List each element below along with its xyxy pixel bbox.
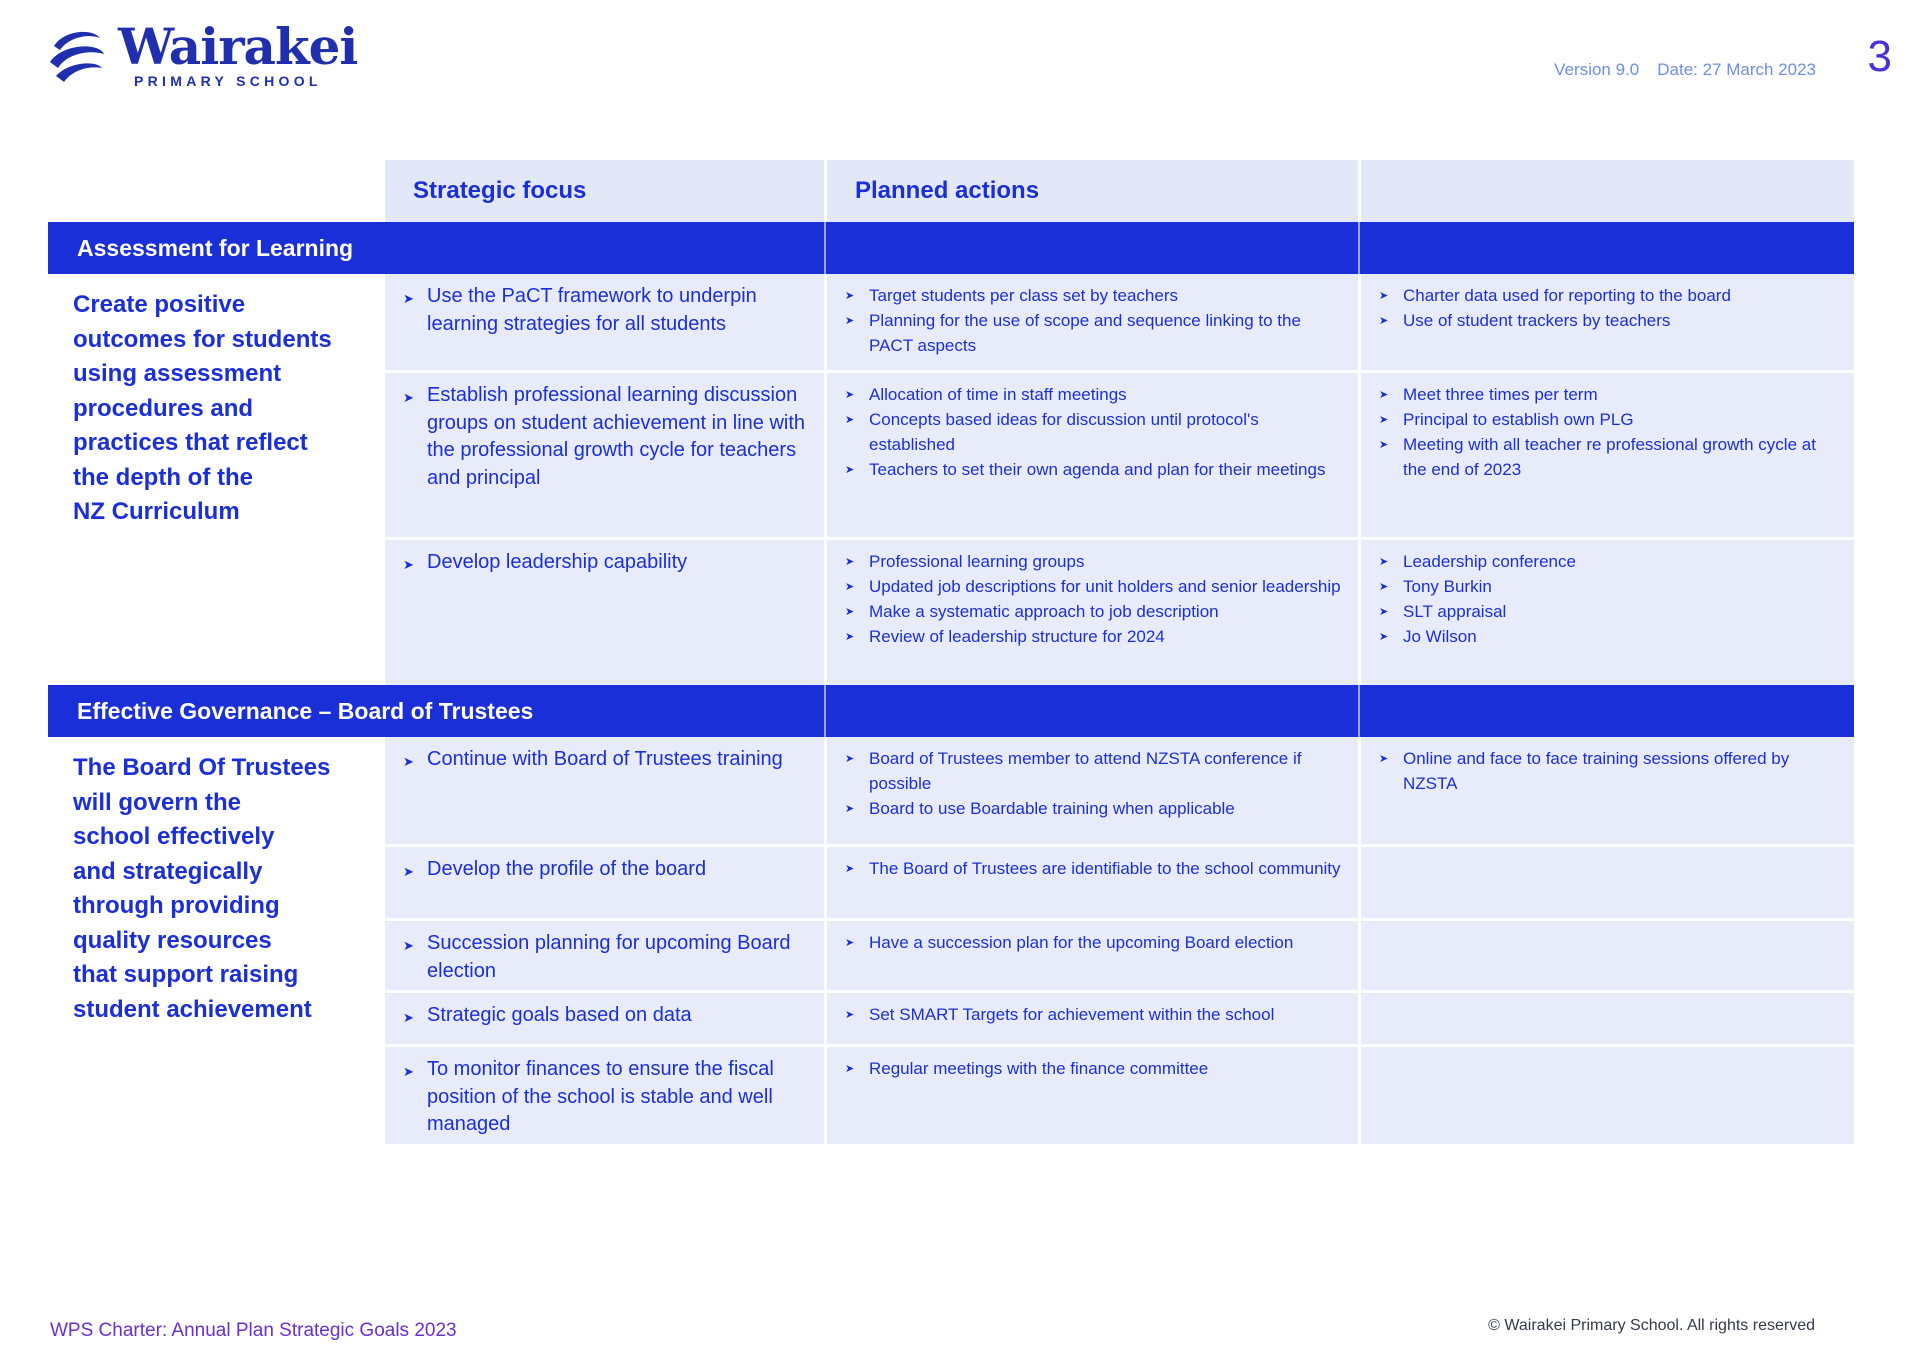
bullet-item: ➤ Charter data used for reporting to the board [1379, 283, 1844, 308]
document-meta [1554, 60, 1816, 80]
table-row [385, 737, 1854, 844]
goal-line: through providing [73, 892, 280, 919]
bullet-item: ➤ Teachers to set their own agenda and plan for their meetings [845, 457, 1348, 482]
goal-line: The Board Of Trustees [73, 754, 331, 781]
bullet-item: ➤ Establish professional learning discussion groups on student achievement in line with the professional growth cycle for teachers and principal [403, 382, 814, 492]
extra-cell [1358, 993, 1854, 1044]
bullet-item: ➤ To monitor finances to ensure the fiscal position of the school is stable and well managed [403, 1056, 814, 1139]
table-row [385, 844, 1854, 918]
strategic-goals-table [48, 160, 1854, 1144]
goal-line: will govern the [73, 788, 242, 816]
bullet-item: ➤ Board of Trustees member to attend NZSTA conference if possible [845, 746, 1348, 796]
page-number: 3 [1867, 32, 1892, 81]
section-header [48, 222, 1854, 274]
goal-line: that support raising [73, 961, 299, 988]
bullet-item: ➤ Concepts based ideas for discussion until protocol's established [845, 407, 1348, 457]
bullet-item: ➤ Meet three times per term [1379, 382, 1844, 407]
bullet-item: ➤ Make a systematic approach to job description [845, 599, 1348, 624]
goal-line: practices that reflect [73, 429, 308, 456]
goal-statement [48, 737, 385, 1144]
table-row [385, 918, 1854, 990]
section-body [48, 274, 1854, 685]
bullet-item: ➤ Tony Burkin [1379, 574, 1844, 599]
bullet-item: ➤ The Board of Trustees are identifiable to the school community [845, 856, 1348, 881]
section-title: Effective Governance – Board of Trustees [48, 685, 824, 737]
actions-cell [824, 737, 1358, 844]
bullet-item: ➤ Develop the profile of the board [403, 856, 814, 884]
bullet-item: ➤ Strategic goals based on data [403, 1002, 814, 1030]
goal-line: and strategically [73, 857, 263, 885]
extra-cell [1358, 847, 1854, 918]
version-label: Version 9.0 [1554, 60, 1640, 79]
actions-cell [824, 1047, 1358, 1144]
goal-statement [48, 274, 385, 685]
goal-line: procedures and [73, 394, 254, 422]
focus-cell [385, 847, 824, 918]
section-body [48, 737, 1854, 1144]
column-header-extra [1358, 160, 1854, 222]
extra-cell [1358, 373, 1854, 537]
bullet-item: ➤ Professional learning groups [845, 549, 1348, 574]
goal-line: outcomes for students [73, 325, 332, 353]
table-row [385, 990, 1854, 1044]
logo-subtitle: PRIMARY SCHOOL [134, 73, 322, 89]
focus-cell [385, 993, 824, 1044]
bullet-item: ➤ Use of student trackers by teachers [1379, 308, 1844, 333]
bullet-item: ➤ Board to use Boardable training when applicable [845, 796, 1348, 821]
bullet-item: ➤ Regular meetings with the finance committee [845, 1056, 1348, 1081]
actions-cell [824, 540, 1358, 685]
focus-cell [385, 1047, 824, 1144]
bullet-item: ➤ Review of leadership structure for 2024 [845, 624, 1348, 649]
bullet-item: ➤ Develop leadership capability [403, 549, 814, 577]
actions-cell [824, 274, 1358, 370]
goal-line: Create positive [73, 291, 246, 318]
bullet-item: ➤ Updated job descriptions for unit holders and senior leadership [845, 574, 1348, 599]
bullet-item: ➤ Succession planning for upcoming Board election [403, 930, 814, 985]
table-row [385, 370, 1854, 537]
table-row [385, 1044, 1854, 1144]
extra-cell [1358, 1047, 1854, 1144]
actions-cell [824, 993, 1358, 1044]
focus-cell [385, 373, 824, 537]
wave-logo-icon [46, 24, 110, 86]
bullet-item: ➤ Online and face to face training sessions offered by NZSTA [1379, 746, 1844, 796]
actions-cell [824, 847, 1358, 918]
bullet-item: ➤ Meeting with all teacher re professional growth cycle at the end of 2023 [1379, 432, 1844, 482]
section-header [48, 685, 1854, 737]
table-sections [48, 222, 1854, 1144]
school-logo [46, 17, 358, 89]
bullet-item: ➤ Allocation of time in staff meetings [845, 382, 1348, 407]
goal-line: student achievement [73, 995, 312, 1023]
extra-cell [1358, 921, 1854, 990]
column-header-strategic-focus: Strategic focus [385, 160, 824, 222]
focus-cell [385, 274, 824, 370]
bullet-item: ➤ Jo Wilson [1379, 624, 1844, 649]
bullet-item: ➤ SLT appraisal [1379, 599, 1844, 624]
bullet-item: ➤ Leadership conference [1379, 549, 1844, 574]
extra-cell [1358, 274, 1854, 370]
logo-name: Wairakei [118, 17, 358, 76]
footer-title: WPS Charter: Annual Plan Strategic Goals 2023 [50, 1320, 457, 1341]
focus-cell [385, 921, 824, 990]
actions-cell [824, 921, 1358, 990]
column-header-planned-actions: Planned actions [824, 160, 1358, 222]
bullet-item: ➤ Principal to establish own PLG [1379, 407, 1844, 432]
footer-copyright: © Wairakei Primary School. All rights reserved [1488, 1317, 1815, 1334]
table-row [385, 537, 1854, 685]
table-header [48, 160, 1854, 222]
goal-line: the depth of the [73, 463, 253, 491]
focus-cell [385, 737, 824, 844]
goal-line: using assessment [73, 360, 282, 387]
goal-line: quality resources [73, 926, 272, 954]
goal-line: NZ Curriculum [73, 498, 240, 525]
bullet-item: ➤ Set SMART Targets for achievement within the school [845, 1002, 1348, 1027]
bullet-item: ➤ Continue with Board of Trustees training [403, 746, 814, 774]
extra-cell [1358, 737, 1854, 844]
goal-line: school effectively [73, 823, 275, 850]
bullet-item: ➤ Target students per class set by teachers [845, 283, 1348, 308]
section-title: Assessment for Learning [48, 222, 824, 274]
focus-cell [385, 540, 824, 685]
bullet-item: ➤ Use the PaCT framework to underpin learning strategies for all students [403, 283, 814, 338]
actions-cell [824, 373, 1358, 537]
bullet-item: ➤ Planning for the use of scope and sequence linking to the PACT aspects [845, 308, 1348, 358]
date-label: Date: 27 March 2023 [1657, 60, 1816, 79]
bullet-item: ➤ Have a succession plan for the upcoming Board election [845, 930, 1348, 955]
extra-cell [1358, 540, 1854, 685]
table-row [385, 274, 1854, 370]
